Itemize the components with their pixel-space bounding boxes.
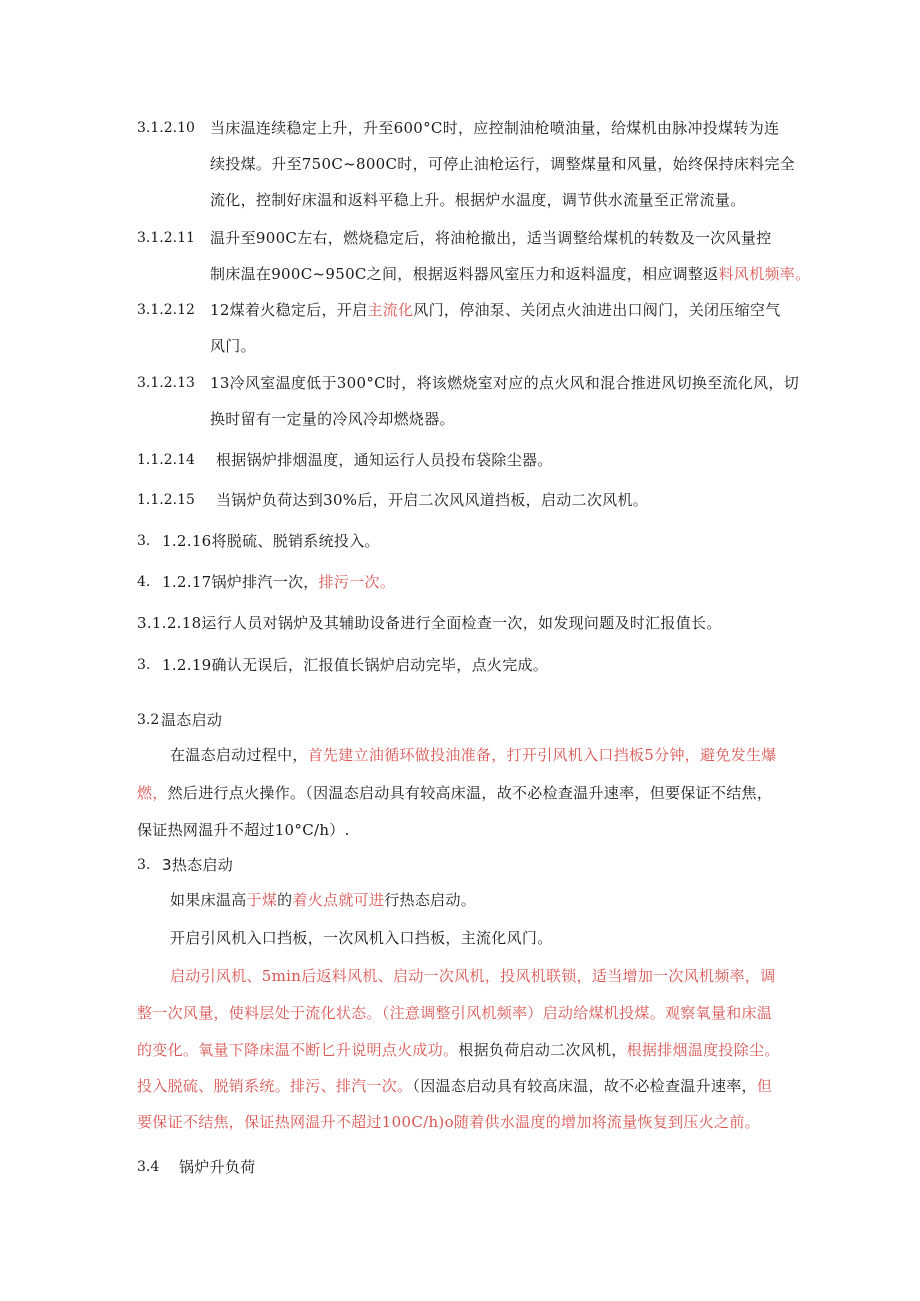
item-number: 3. bbox=[137, 533, 151, 549]
text-segment: 燃， bbox=[137, 784, 168, 802]
text-segment: 1.2.17锅炉排汽一次， bbox=[162, 573, 319, 591]
paragraph-line bbox=[137, 1003, 772, 1023]
item-number: 3.1.2.13 bbox=[137, 375, 195, 391]
paragraph-line bbox=[137, 1112, 760, 1132]
text-segment: 在温态启动过程中， bbox=[170, 746, 308, 764]
paragraph-line bbox=[137, 783, 772, 803]
text-segment: 根据排烟温度投除尘。 bbox=[626, 1041, 780, 1059]
text-segment: 当锅炉负荷达到30%后，开启二次风风道挡板，启动二次风机。 bbox=[216, 491, 649, 509]
item-line bbox=[162, 572, 395, 592]
text-segment: 首先建立油循环做投油准备，打开引风机入口挡板5分钟，避免发生爆 bbox=[307, 746, 777, 764]
text-segment: 13冷风室温度低于300°C时，将该燃烧室对应的点火风和混合推进风切换至流化风，切 bbox=[210, 374, 799, 392]
item-number: 3.1.2.11 bbox=[137, 230, 195, 246]
item-line bbox=[210, 190, 746, 210]
item-number: 3. bbox=[137, 657, 151, 673]
text-segment: 流化，控制好床温和返料平稳上升。根据炉水温度，调节供水流量至正常流量。 bbox=[210, 191, 746, 209]
text-segment: 续投煤。升至750C~800C时，可停止油枪运行，调整煤量和风量，始终保持床料完全 bbox=[210, 155, 796, 173]
text-segment: 1.2.16将脱硫、脱销系统投入。 bbox=[162, 532, 380, 550]
text-segment: 3.1.2.18运行人员对锅炉及其辅助设备进行全面检查一次，如发现问题及时汇报值长。 bbox=[137, 614, 722, 632]
item-number: 4. bbox=[137, 574, 151, 590]
text-segment: 着火点就可进 bbox=[292, 891, 385, 909]
text-segment: 0C/h)o随着供水温度的增加将流量恢复到压火之前。 bbox=[401, 1113, 760, 1131]
item-number: 3.1.2.10 bbox=[137, 120, 195, 136]
item-number: 3.1.2.12 bbox=[137, 302, 195, 318]
paragraph-line bbox=[170, 890, 476, 910]
item-line bbox=[210, 409, 455, 429]
item-line bbox=[162, 531, 380, 551]
item-line bbox=[210, 154, 795, 174]
item-line bbox=[210, 118, 779, 138]
text-segment: 根据锅炉排烟温度，通知运行人员投布袋除尘器。 bbox=[216, 451, 553, 469]
section-number: 3.4 bbox=[137, 1159, 160, 1175]
text-segment: 开启引风机入口挡板，一次风机入口挡板，主流化风门。 bbox=[170, 929, 553, 947]
text-segment: 然后进行点火操作。（因温态启动具有较高床温，故不必检查温升速率，但要保证不结焦， bbox=[167, 784, 773, 802]
item-number: 1.1.2.14 bbox=[137, 452, 195, 468]
text-segment: 当床温连续稳定上升，升至600°C时，应控制油枪喷油量，给煤机由脉冲投煤转为连 bbox=[210, 119, 780, 137]
paragraph-line bbox=[170, 966, 776, 986]
text-segment: 换时留有一定量的冷风冷却燃烧器。 bbox=[210, 410, 455, 428]
text-segment: 根据负荷启动二次风机， bbox=[458, 1041, 627, 1059]
section-number: 3. bbox=[137, 857, 151, 873]
text-segment: 投入脱硫、脱销系统。排污、排汽一次。 bbox=[137, 1077, 413, 1095]
text-segment: 但 bbox=[756, 1077, 773, 1095]
item-line bbox=[137, 613, 722, 633]
item-number: 1.1.2.15 bbox=[137, 492, 195, 508]
item-line bbox=[210, 373, 799, 393]
text-segment: 于煤 bbox=[246, 891, 278, 909]
text-segment: 行热态启动。 bbox=[384, 891, 477, 909]
text-segment: 12煤着火稳定后，开启 bbox=[210, 301, 368, 319]
text-segment: 启动引风机、5min后返料风机、启动一次风机，投风机联锁，适当增加一次风机频率，调 bbox=[170, 967, 776, 985]
paragraph-line bbox=[137, 820, 350, 840]
text-segment: 要保证不结焦，保证热网温升不超过10 bbox=[137, 1113, 402, 1131]
text-segment: 主流化 bbox=[367, 301, 414, 319]
section-heading: 3热态启动 bbox=[162, 856, 234, 874]
paragraph-line bbox=[170, 745, 777, 765]
section-number: 3.2 bbox=[137, 712, 160, 728]
text-segment: 的 bbox=[277, 891, 293, 909]
paragraph-line bbox=[137, 1040, 780, 1060]
paragraph-line bbox=[170, 928, 553, 948]
text-segment: 温升至900C左右，燃烧稳定后，将油枪撤出，适当调整给煤机的转数及一次风量控 bbox=[210, 229, 772, 247]
text-segment: 风门。 bbox=[210, 337, 256, 355]
text-segment: 整一次风量，使料层处于流化状态。（注意调整引风机频率）启动给煤机投煤。 bbox=[137, 1004, 666, 1022]
text-segment: 制床温在900C~950C之间，根据返料器风室压力和返料温度，相应调整返 bbox=[210, 265, 719, 283]
item-line bbox=[162, 655, 548, 675]
text-segment: 如果床温高 bbox=[170, 891, 247, 909]
item-line bbox=[216, 490, 648, 510]
text-segment: 的变化。氧量下降床温不断匕升说明点火成功。 bbox=[137, 1041, 459, 1059]
text-segment: 保证热网温升不超过10°C/h）. bbox=[137, 821, 350, 839]
paragraph-line bbox=[137, 1076, 772, 1096]
item-line bbox=[210, 228, 772, 248]
item-line bbox=[210, 336, 256, 356]
item-line bbox=[210, 264, 810, 284]
text-segment: 风门，停油泵、关闭点火油进出口阀门，关闭压缩空气 bbox=[413, 301, 781, 319]
text-segment: 料风机频率。 bbox=[718, 265, 811, 283]
item-line bbox=[210, 300, 781, 320]
item-line bbox=[216, 450, 553, 470]
section-heading: 锅炉升负荷 bbox=[179, 1158, 256, 1176]
text-segment: 1.2.19确认无误后，汇报值长锅炉启动完毕，点火完成。 bbox=[162, 656, 549, 674]
text-segment: 观察氧量和床温 bbox=[665, 1004, 773, 1022]
text-segment: 排污一次。 bbox=[318, 573, 396, 591]
section-heading: 温态启动 bbox=[161, 711, 223, 729]
text-segment: （因温态启动具有较高床温，故不必检查温升速率， bbox=[412, 1077, 757, 1095]
